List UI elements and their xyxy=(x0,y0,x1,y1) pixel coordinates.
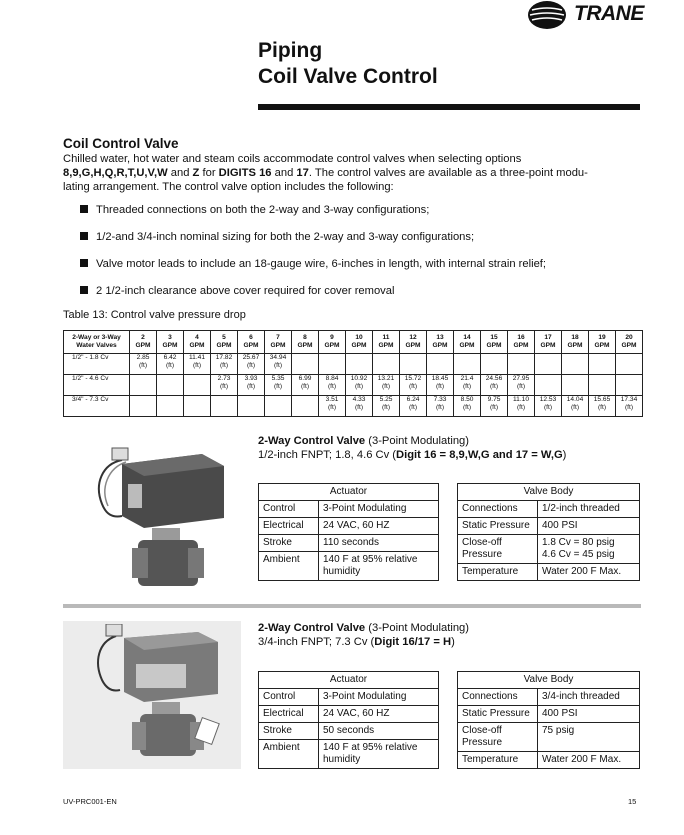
pressure-drop-cell xyxy=(616,375,643,396)
gpm-column-header xyxy=(157,331,184,354)
section-body-line3: lating arrangement. The control valve option includes the following: xyxy=(63,181,394,193)
pressure-drop-cell xyxy=(562,396,589,417)
gpm-unit: GPM xyxy=(243,342,259,349)
valve-body-header: Valve Body xyxy=(458,672,640,689)
valve-size-label: 3/4" - 7.3 Cv xyxy=(64,396,130,417)
pressure-drop-cell xyxy=(130,375,157,396)
valve1-title xyxy=(258,434,566,462)
pressure-drop-cell xyxy=(238,396,265,417)
table-cell: 140 F at 95% relative humidity xyxy=(319,552,439,581)
pressure-drop-unit: (ft) xyxy=(219,383,229,390)
page-title xyxy=(258,38,438,90)
table-cell: Ambient xyxy=(259,740,319,769)
gpm-value: 15 xyxy=(490,334,498,341)
square-bullet-icon xyxy=(80,259,88,267)
pressure-drop-unit: (ft) xyxy=(165,362,175,369)
pressure-drop-cell xyxy=(454,354,481,375)
table-row xyxy=(259,535,439,552)
pressure-drop-value: 8.50 xyxy=(460,396,474,403)
pressure-drop-cell xyxy=(427,396,454,417)
pressure-drop-value: 15.65 xyxy=(593,396,611,403)
gpm-unit: GPM xyxy=(594,342,610,349)
valve1-title-rest: (3-Point Modulating) xyxy=(365,435,469,447)
pressure-drop-cell xyxy=(373,396,400,417)
valve2-title-rest: (3-Point Modulating) xyxy=(365,622,469,634)
table-cell: Temperature xyxy=(458,564,538,581)
pressure-drop-cell xyxy=(562,354,589,375)
actuator-header: Actuator xyxy=(259,672,439,689)
table-row xyxy=(259,706,439,723)
pressure-drop-value: 10.92 xyxy=(350,375,368,382)
gpm-column-header xyxy=(481,331,508,354)
gpm-value: 18 xyxy=(571,334,579,341)
gpm-value: 14 xyxy=(463,334,471,341)
section-divider xyxy=(63,604,641,608)
table-row xyxy=(259,740,439,769)
table-row xyxy=(458,518,640,535)
pressure-drop-cell xyxy=(292,354,319,375)
pressure-drop-cell xyxy=(427,354,454,375)
section-body-line2 xyxy=(63,166,643,180)
table-caption: Table 13: Control valve pressure drop xyxy=(63,309,246,321)
pressure-drop-value: 2.85 xyxy=(136,354,150,361)
table-header-row xyxy=(64,331,643,354)
pressure-drop-cell xyxy=(427,375,454,396)
gpm-column-header xyxy=(589,331,616,354)
table-cell: Control xyxy=(259,689,319,706)
pressure-drop-cell xyxy=(184,375,211,396)
valve2-actuator-table xyxy=(258,671,439,769)
section-body xyxy=(63,152,643,194)
table-cell: Stroke xyxy=(259,535,319,552)
pressure-drop-unit: (ft) xyxy=(570,404,580,411)
gpm-value: 11 xyxy=(382,334,390,341)
corner-header xyxy=(64,331,130,354)
gpm-column-header xyxy=(454,331,481,354)
valve1-actuator-table xyxy=(258,483,439,581)
page-title-line1: Piping xyxy=(258,39,323,62)
actuator-header: Actuator xyxy=(259,484,439,501)
table-cell: 24 VAC, 60 HZ xyxy=(319,706,439,723)
valve2-title-bold: 2-Way Control Valve xyxy=(258,622,366,634)
table-cell: Control xyxy=(259,501,319,518)
valve2-body-table xyxy=(457,671,640,769)
table-cell: Static Pressure xyxy=(458,518,538,535)
table-cell: Electrical xyxy=(259,706,319,723)
pressure-drop-unit: (ft) xyxy=(354,383,364,390)
pressure-drop-cell xyxy=(157,375,184,396)
gpm-unit: GPM xyxy=(513,342,529,349)
table-cell: Close-off Pressure xyxy=(458,535,538,564)
gpm-unit: GPM xyxy=(351,342,367,349)
pressure-drop-cell xyxy=(319,375,346,396)
pressure-drop-cell xyxy=(373,375,400,396)
gpm-column-header xyxy=(265,331,292,354)
table-row xyxy=(64,354,643,375)
pressure-drop-unit: (ft) xyxy=(219,362,229,369)
pressure-drop-value: 5.35 xyxy=(271,375,285,382)
document-id: UV-PRC001-EN xyxy=(63,797,117,806)
pressure-drop-cell xyxy=(535,396,562,417)
pressure-drop-unit: (ft) xyxy=(138,362,148,369)
gpm-unit: GPM xyxy=(486,342,502,349)
pressure-drop-cell xyxy=(562,375,589,396)
pressure-drop-value: 2.73 xyxy=(217,375,231,382)
pressure-drop-cell xyxy=(157,396,184,417)
pressure-drop-unit: (ft) xyxy=(408,404,418,411)
square-bullet-icon xyxy=(80,286,88,294)
pressure-drop-cell xyxy=(535,354,562,375)
option-codes: 8,9,G,H,Q,R,T,U,V,W xyxy=(63,167,168,179)
list-item xyxy=(80,285,395,301)
pressure-drop-value: 9.75 xyxy=(487,396,501,403)
valve2-title xyxy=(258,621,469,649)
table-cell: 1/2-inch threaded xyxy=(538,501,640,518)
brand-logo xyxy=(522,0,682,32)
gpm-value: 10 xyxy=(355,334,363,341)
gpm-unit: GPM xyxy=(378,342,394,349)
table-cell: 3/4-inch threaded xyxy=(538,689,640,706)
pressure-drop-unit: (ft) xyxy=(300,383,310,390)
gpm-value: 12 xyxy=(409,334,417,341)
valve-size-label: 1/2" - 4.6 Cv xyxy=(64,375,130,396)
gpm-column-header xyxy=(130,331,157,354)
valve2-sub-close: ) xyxy=(451,636,455,648)
list-item xyxy=(80,204,429,220)
closeoff-value-1: 1.8 Cv = 80 psig xyxy=(542,537,615,548)
pressure-drop-cell xyxy=(238,375,265,396)
gpm-column-header xyxy=(211,331,238,354)
pressure-drop-unit: (ft) xyxy=(327,383,337,390)
table-row xyxy=(259,501,439,518)
pressure-drop-cell xyxy=(157,354,184,375)
table-row xyxy=(458,564,640,581)
table-cell: 140 F at 95% relative humidity xyxy=(319,740,439,769)
valve1-sub-close: ) xyxy=(562,449,567,461)
table-cell xyxy=(538,535,640,564)
square-bullet-icon xyxy=(80,205,88,213)
section-heading: Coil Control Valve xyxy=(63,136,179,151)
pressure-drop-unit: (ft) xyxy=(462,404,472,411)
gpm-column-header xyxy=(535,331,562,354)
pressure-drop-unit: (ft) xyxy=(246,383,256,390)
gpm-unit: GPM xyxy=(216,342,232,349)
valve1-title-line xyxy=(258,434,566,448)
table-cell: Water 200 F Max. xyxy=(538,752,640,769)
valve1-subtitle xyxy=(258,448,566,462)
valve2-sub-bold: Digit 16/17 = H xyxy=(374,636,452,648)
gpm-value: 13 xyxy=(436,334,444,341)
table-cell: 110 seconds xyxy=(319,535,439,552)
gpm-unit: GPM xyxy=(270,342,286,349)
pressure-drop-unit: (ft) xyxy=(273,362,283,369)
body-text: . The control valves are available as a three-point modu- xyxy=(308,167,588,179)
table-cell: Electrical xyxy=(259,518,319,535)
pressure-drop-value: 6.24 xyxy=(406,396,420,403)
pressure-drop-cell xyxy=(211,354,238,375)
gpm-column-header xyxy=(238,331,265,354)
gpm-value: 9 xyxy=(330,334,334,341)
pressure-drop-unit: (ft) xyxy=(273,383,283,390)
gpm-column-header xyxy=(616,331,643,354)
gpm-unit: GPM xyxy=(162,342,178,349)
body-text: and xyxy=(167,167,193,179)
pressure-drop-cell xyxy=(589,354,616,375)
pressure-drop-cell xyxy=(481,375,508,396)
pressure-drop-cell xyxy=(184,396,211,417)
pressure-drop-unit: (ft) xyxy=(462,383,472,390)
pressure-drop-cell xyxy=(319,354,346,375)
gpm-unit: GPM xyxy=(324,342,340,349)
pressure-drop-cell xyxy=(589,396,616,417)
pressure-drop-unit: (ft) xyxy=(516,383,526,390)
gpm-column-header xyxy=(346,331,373,354)
body-text: for xyxy=(199,167,219,179)
section-body-line1: Chilled water, hot water and steam coils accommodate control valves when selecting options xyxy=(63,153,522,165)
closeoff-value-2: 4.6 Cv = 45 psig xyxy=(542,549,615,560)
pressure-drop-table xyxy=(63,330,643,417)
pressure-drop-value: 8.84 xyxy=(325,375,339,382)
pressure-drop-cell xyxy=(481,396,508,417)
valve-body-header: Valve Body xyxy=(458,484,640,501)
corner-header-line2: Water Valves xyxy=(76,342,117,349)
pressure-drop-cell xyxy=(454,375,481,396)
gpm-column-header xyxy=(562,331,589,354)
pressure-drop-value: 6.99 xyxy=(298,375,312,382)
pressure-drop-value: 25.67 xyxy=(242,354,260,361)
table-cell: 400 PSI xyxy=(538,518,640,535)
brand-logo-text: TRANE xyxy=(574,2,644,25)
table-row xyxy=(64,375,643,396)
pressure-drop-cell xyxy=(292,375,319,396)
gpm-column-header xyxy=(508,331,535,354)
gpm-unit: GPM xyxy=(621,342,637,349)
gpm-value: 5 xyxy=(222,334,226,341)
corner-header-line1: 2-Way or 3-Way xyxy=(72,334,121,341)
gpm-value: 17 xyxy=(544,334,552,341)
table-row xyxy=(458,752,640,769)
pressure-drop-cell xyxy=(292,396,319,417)
gpm-unit: GPM xyxy=(567,342,583,349)
table-cell: 75 psig xyxy=(538,723,640,752)
gpm-column-header xyxy=(427,331,454,354)
gpm-column-header xyxy=(292,331,319,354)
pressure-drop-unit: (ft) xyxy=(246,362,256,369)
pressure-drop-cell xyxy=(265,396,292,417)
pressure-drop-value: 5.25 xyxy=(379,396,393,403)
pressure-drop-cell xyxy=(400,396,427,417)
body-text: and xyxy=(271,167,297,179)
pressure-drop-unit: (ft) xyxy=(543,404,553,411)
list-item xyxy=(80,231,474,247)
pressure-drop-cell xyxy=(184,354,211,375)
table-row xyxy=(259,689,439,706)
gpm-unit: GPM xyxy=(540,342,556,349)
pressure-drop-value: 17.34 xyxy=(620,396,638,403)
table-cell: Static Pressure xyxy=(458,706,538,723)
valve1-sub-plain: 1/2-inch FNPT; 1.8, 4.6 Cv ( xyxy=(258,449,397,461)
pressure-drop-cell xyxy=(211,396,238,417)
valve2-subtitle xyxy=(258,635,469,649)
pressure-drop-unit: (ft) xyxy=(516,404,526,411)
pressure-drop-value: 6.42 xyxy=(163,354,177,361)
gpm-value: 16 xyxy=(517,334,525,341)
pressure-drop-value: 13.21 xyxy=(377,375,395,382)
pressure-drop-unit: (ft) xyxy=(354,404,364,411)
pressure-drop-cell xyxy=(238,354,265,375)
pressure-drop-cell xyxy=(508,375,535,396)
pressure-drop-cell xyxy=(265,354,292,375)
gpm-column-header xyxy=(184,331,211,354)
table-row xyxy=(64,396,643,417)
pressure-drop-cell xyxy=(130,396,157,417)
pressure-drop-cell xyxy=(319,396,346,417)
table-row xyxy=(458,689,640,706)
pressure-drop-cell xyxy=(454,396,481,417)
pressure-drop-cell xyxy=(400,354,427,375)
pressure-drop-unit: (ft) xyxy=(435,404,445,411)
control-valve-photo-2 xyxy=(80,624,230,766)
pressure-drop-value: 7.33 xyxy=(433,396,447,403)
title-rule xyxy=(258,104,640,110)
list-item-text: 1/2-and 3/4-inch nominal sizing for both the 2-way and 3-way configurations; xyxy=(96,231,475,243)
pressure-drop-unit: (ft) xyxy=(435,383,445,390)
pressure-drop-cell xyxy=(211,375,238,396)
pressure-drop-value: 24.56 xyxy=(485,375,503,382)
gpm-unit: GPM xyxy=(405,342,421,349)
pressure-drop-unit: (ft) xyxy=(597,404,607,411)
pressure-drop-cell xyxy=(508,396,535,417)
pressure-drop-cell xyxy=(481,354,508,375)
pressure-drop-value: 11.10 xyxy=(512,396,529,403)
pressure-drop-value: 18.45 xyxy=(431,375,449,382)
pressure-drop-value: 15.72 xyxy=(404,375,422,382)
table-cell: Ambient xyxy=(259,552,319,581)
table-cell: 24 VAC, 60 HZ xyxy=(319,518,439,535)
pressure-drop-unit: (ft) xyxy=(327,404,337,411)
table-cell: Connections xyxy=(458,501,538,518)
pressure-drop-value: 3.93 xyxy=(244,375,258,382)
page-number: 15 xyxy=(628,797,637,806)
pressure-drop-unit: (ft) xyxy=(381,404,391,411)
pressure-drop-unit: (ft) xyxy=(624,404,634,411)
valve2-title-line xyxy=(258,621,469,635)
table-cell: Close-off Pressure xyxy=(458,723,538,752)
pressure-drop-value: 17.82 xyxy=(215,354,233,361)
table-cell: 3-Point Modulating xyxy=(319,689,439,706)
table-cell: 50 seconds xyxy=(319,723,439,740)
pressure-drop-cell xyxy=(616,354,643,375)
pressure-drop-value: 11.41 xyxy=(188,354,205,361)
pressure-drop-value: 3.51 xyxy=(325,396,339,403)
gpm-value: 3 xyxy=(168,334,172,341)
pressure-drop-cell xyxy=(265,375,292,396)
table-cell: Water 200 F Max. xyxy=(538,564,640,581)
table-row xyxy=(458,706,640,723)
digits-16: DIGITS 16 xyxy=(218,167,272,179)
gpm-value: 19 xyxy=(598,334,606,341)
pressure-drop-unit: (ft) xyxy=(489,404,499,411)
valve-size-label: 1/2" - 1.8 Cv xyxy=(64,354,130,375)
table-row xyxy=(458,723,640,752)
pressure-drop-cell xyxy=(346,396,373,417)
square-bullet-icon xyxy=(80,232,88,240)
list-item-text: Valve motor leads to include an 18-gauge wire, 6-inches in length, with internal strain relief; xyxy=(96,258,547,270)
pressure-drop-cell xyxy=(589,375,616,396)
pressure-drop-unit: (ft) xyxy=(489,383,499,390)
list-item-text: 2 1/2-inch clearance above cover required for cover removal xyxy=(96,285,395,297)
option-code-z: Z xyxy=(192,167,200,179)
table-row xyxy=(259,723,439,740)
pressure-drop-unit: (ft) xyxy=(192,362,202,369)
table-cell: Connections xyxy=(458,689,538,706)
pressure-drop-value: 14.04 xyxy=(566,396,584,403)
table-cell: 400 PSI xyxy=(538,706,640,723)
trane-globe-icon xyxy=(526,0,568,30)
page-title-line2: Coil Valve Control xyxy=(258,65,438,88)
valve1-title-bold: 2-Way Control Valve xyxy=(258,435,366,447)
pressure-drop-value: 34.94 xyxy=(269,354,287,361)
pressure-drop-value: 21.4 xyxy=(460,375,474,382)
table-row xyxy=(458,501,640,518)
pressure-drop-value: 12.53 xyxy=(539,396,557,403)
gpm-column-header xyxy=(373,331,400,354)
pressure-drop-cell xyxy=(535,375,562,396)
table-cell: 3-Point Modulating xyxy=(319,501,439,518)
valve1-sub-bold: Digit 16 = 8,9,W,G and 17 = W,G xyxy=(396,449,563,461)
pressure-drop-cell xyxy=(346,354,373,375)
gpm-value: 20 xyxy=(625,334,633,341)
gpm-value: 7 xyxy=(276,334,280,341)
gpm-value: 2 xyxy=(141,334,145,341)
pressure-drop-cell xyxy=(373,354,400,375)
list-item xyxy=(80,258,546,274)
list-item-text: Threaded connections on both the 2-way and 3-way configurations; xyxy=(96,204,430,216)
gpm-unit: GPM xyxy=(297,342,313,349)
gpm-unit: GPM xyxy=(432,342,448,349)
digit-17: 17 xyxy=(296,167,309,179)
valve2-sub-plain: 3/4-inch FNPT; 7.3 Cv ( xyxy=(258,636,375,648)
pressure-drop-cell xyxy=(508,354,535,375)
pressure-drop-unit: (ft) xyxy=(408,383,418,390)
valve1-body-table xyxy=(457,483,640,581)
gpm-column-header xyxy=(319,331,346,354)
pressure-drop-cell xyxy=(130,354,157,375)
pressure-drop-value: 4.33 xyxy=(352,396,366,403)
pressure-drop-cell xyxy=(616,396,643,417)
table-row xyxy=(259,552,439,581)
gpm-column-header xyxy=(400,331,427,354)
gpm-value: 6 xyxy=(249,334,253,341)
gpm-unit: GPM xyxy=(189,342,205,349)
table-row xyxy=(259,518,439,535)
table-row xyxy=(458,535,640,564)
gpm-unit: GPM xyxy=(459,342,475,349)
pressure-drop-value: 27.95 xyxy=(512,375,530,382)
pressure-drop-unit: (ft) xyxy=(381,383,391,390)
pressure-drop-cell xyxy=(346,375,373,396)
gpm-value: 4 xyxy=(195,334,199,341)
control-valve-photo-1 xyxy=(82,444,232,594)
gpm-value: 8 xyxy=(303,334,307,341)
pressure-drop-cell xyxy=(400,375,427,396)
gpm-unit: GPM xyxy=(135,342,151,349)
table-cell: Stroke xyxy=(259,723,319,740)
table-cell: Temperature xyxy=(458,752,538,769)
